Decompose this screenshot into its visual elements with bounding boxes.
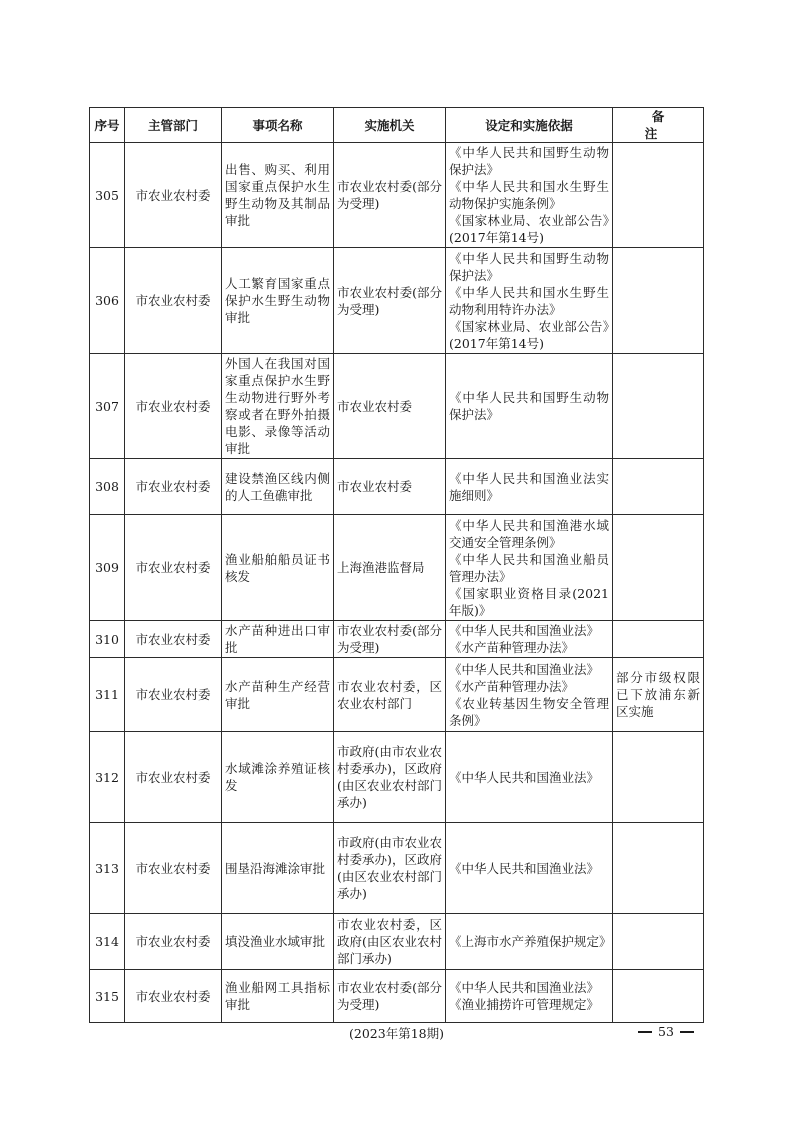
basis-line: 《中华人民共和国水生野生动物利用特许办法》 bbox=[449, 284, 609, 317]
basis-line: 《中华人民共和国野生动物保护法》 bbox=[449, 145, 609, 177]
row-number: 307 bbox=[90, 354, 125, 459]
row-department: 市农业农村委 bbox=[125, 248, 222, 354]
row-basis bbox=[446, 354, 613, 459]
row-remark bbox=[613, 914, 704, 970]
row-item-name: 水产苗种进出口审批 bbox=[222, 621, 334, 658]
row-number: 315 bbox=[90, 970, 125, 1023]
row-number: 305 bbox=[90, 143, 125, 248]
header-dept: 主管部门 bbox=[125, 108, 222, 143]
row-basis bbox=[446, 621, 613, 658]
table-row bbox=[90, 143, 704, 248]
basis-line: 《中华人民共和国水生野生动物保护实施条例》 bbox=[449, 179, 609, 211]
row-agency: 市农业农村委(部分为受理) bbox=[334, 970, 446, 1023]
row-remark bbox=[613, 732, 704, 823]
row-basis bbox=[446, 459, 613, 515]
issue-number: (2023年第18期) bbox=[349, 1026, 444, 1041]
page-number-block bbox=[632, 1024, 700, 1039]
row-department: 市农业农村委 bbox=[125, 970, 222, 1023]
row-basis bbox=[446, 143, 613, 248]
table-row bbox=[90, 515, 704, 621]
header-agency: 实施机关 bbox=[334, 108, 446, 143]
row-basis bbox=[446, 914, 613, 970]
row-basis bbox=[446, 970, 613, 1023]
row-item-name: 建设禁渔区线内侧的人工鱼礁审批 bbox=[222, 459, 334, 515]
row-agency: 市农业农村委(部分为受理) bbox=[334, 248, 446, 354]
basis-line: 《中华人民共和国野生动物保护法》 bbox=[449, 250, 609, 283]
row-basis bbox=[446, 248, 613, 354]
row-number: 310 bbox=[90, 621, 125, 658]
basis-line: 《中华人民共和国渔业法》 bbox=[449, 623, 600, 638]
row-number: 314 bbox=[90, 914, 125, 970]
header-remark: 备 注 bbox=[613, 108, 704, 143]
basis-line: 《中华人民共和国渔业法》 bbox=[449, 769, 600, 785]
row-remark bbox=[613, 515, 704, 621]
row-agency: 上海渔港监督局 bbox=[334, 515, 446, 621]
row-agency: 市农业农村委，区农业农村部门 bbox=[334, 658, 446, 732]
row-remark bbox=[613, 823, 704, 914]
row-agency: 市农业农村委(部分为受理) bbox=[334, 143, 446, 248]
header-no: 序号 bbox=[90, 108, 125, 143]
row-department: 市农业农村委 bbox=[125, 354, 222, 459]
row-item-name: 渔业船网工具指标审批 bbox=[222, 970, 334, 1023]
row-remark bbox=[613, 248, 704, 354]
basis-line: 《渔业捕捞许可管理规定》 bbox=[449, 997, 600, 1012]
basis-line: 《国家林业局、农业部公告》(2017年第14号) bbox=[449, 213, 609, 245]
row-item-name: 填没渔业水域审批 bbox=[222, 914, 334, 970]
row-remark bbox=[613, 970, 704, 1023]
row-department: 市农业农村委 bbox=[125, 823, 222, 914]
page-dash-right bbox=[680, 1031, 694, 1033]
page-dash-left bbox=[638, 1031, 652, 1033]
table-row bbox=[90, 914, 704, 970]
table-row bbox=[90, 823, 704, 914]
basis-line: 《水产苗种管理办法》 bbox=[449, 678, 575, 694]
row-agency: 市农业农村委(部分为受理) bbox=[334, 621, 446, 658]
basis-line: 《上海市水产养殖保护规定》 bbox=[449, 934, 612, 949]
row-item-name: 围垦沿海滩涂审批 bbox=[222, 823, 334, 914]
basis-line: 《中华人民共和国渔港水域交通安全管理条例》 bbox=[449, 517, 609, 550]
row-basis bbox=[446, 658, 613, 732]
row-agency: 市农业农村委 bbox=[334, 459, 446, 515]
row-item-name: 人工繁育国家重点保护水生野生动物审批 bbox=[222, 248, 334, 354]
basis-line: 《水产苗种管理办法》 bbox=[449, 640, 575, 655]
basis-line: 《中华人民共和国渔业法》 bbox=[449, 980, 600, 995]
row-number: 311 bbox=[90, 658, 125, 732]
row-basis bbox=[446, 515, 613, 621]
row-department: 市农业农村委 bbox=[125, 459, 222, 515]
basis-line: 《中华人民共和国渔业法实施细则》 bbox=[449, 470, 609, 503]
table-row bbox=[90, 970, 704, 1023]
row-agency: 市农业农村委，区政府(由区农业农村部门承办) bbox=[334, 914, 446, 970]
table-row bbox=[90, 354, 704, 459]
table-row bbox=[90, 459, 704, 515]
row-number: 308 bbox=[90, 459, 125, 515]
approval-items-table bbox=[89, 107, 704, 1023]
row-department: 市农业农村委 bbox=[125, 658, 222, 732]
basis-line: 《中华人民共和国渔业法》 bbox=[449, 860, 600, 876]
basis-line: 《中华人民共和国渔业船员管理办法》 bbox=[449, 551, 609, 584]
basis-line: 《国家林业局、农业部公告》(2017年第14号) bbox=[449, 318, 609, 351]
basis-line: 《农业转基因生物安全管理条例》 bbox=[449, 695, 609, 728]
row-remark bbox=[613, 459, 704, 515]
row-basis bbox=[446, 823, 613, 914]
table-header-row bbox=[90, 108, 704, 143]
row-remark bbox=[613, 143, 704, 248]
basis-line: 《中华人民共和国野生动物保护法》 bbox=[449, 390, 609, 422]
table-row bbox=[90, 732, 704, 823]
row-item-name: 外国人在我国对国家重点保护水生野生动物进行野外考察或者在野外拍摄电影、录像等活动审批 bbox=[222, 354, 334, 459]
row-item-name: 水产苗种生产经营审批 bbox=[222, 658, 334, 732]
basis-line: 《国家职业资格目录(2021年版)》 bbox=[449, 585, 609, 618]
row-number: 306 bbox=[90, 248, 125, 354]
row-department: 市农业农村委 bbox=[125, 515, 222, 621]
row-number: 313 bbox=[90, 823, 125, 914]
row-department: 市农业农村委 bbox=[125, 143, 222, 248]
row-agency: 市政府(由市农业农村委承办)，区政府(由区农业农村部门承办) bbox=[334, 732, 446, 823]
table-row bbox=[90, 658, 704, 732]
basis-line: 《中华人民共和国渔业法》 bbox=[449, 661, 600, 677]
row-remark bbox=[613, 354, 704, 459]
row-basis bbox=[446, 732, 613, 823]
table-row bbox=[90, 621, 704, 658]
row-remark bbox=[613, 621, 704, 658]
row-item-name: 出售、购买、利用国家重点保护水生野生动物及其制品审批 bbox=[222, 143, 334, 248]
page-number: 53 bbox=[658, 1024, 674, 1039]
row-number: 309 bbox=[90, 515, 125, 621]
row-department: 市农业农村委 bbox=[125, 914, 222, 970]
row-department: 市农业农村委 bbox=[125, 732, 222, 823]
row-number: 312 bbox=[90, 732, 125, 823]
header-basis: 设定和实施依据 bbox=[446, 108, 613, 143]
table-row bbox=[90, 248, 704, 354]
row-agency: 市农业农村委 bbox=[334, 354, 446, 459]
header-name: 事项名称 bbox=[222, 108, 334, 143]
row-item-name: 渔业船舶船员证书核发 bbox=[222, 515, 334, 621]
row-department: 市农业农村委 bbox=[125, 621, 222, 658]
row-agency: 市政府(由市农业农村委承办)，区政府(由区农业农村部门承办) bbox=[334, 823, 446, 914]
row-item-name: 水域滩涂养殖证核发 bbox=[222, 732, 334, 823]
row-remark: 部分市级权限已下放浦东新区实施 bbox=[613, 658, 704, 732]
